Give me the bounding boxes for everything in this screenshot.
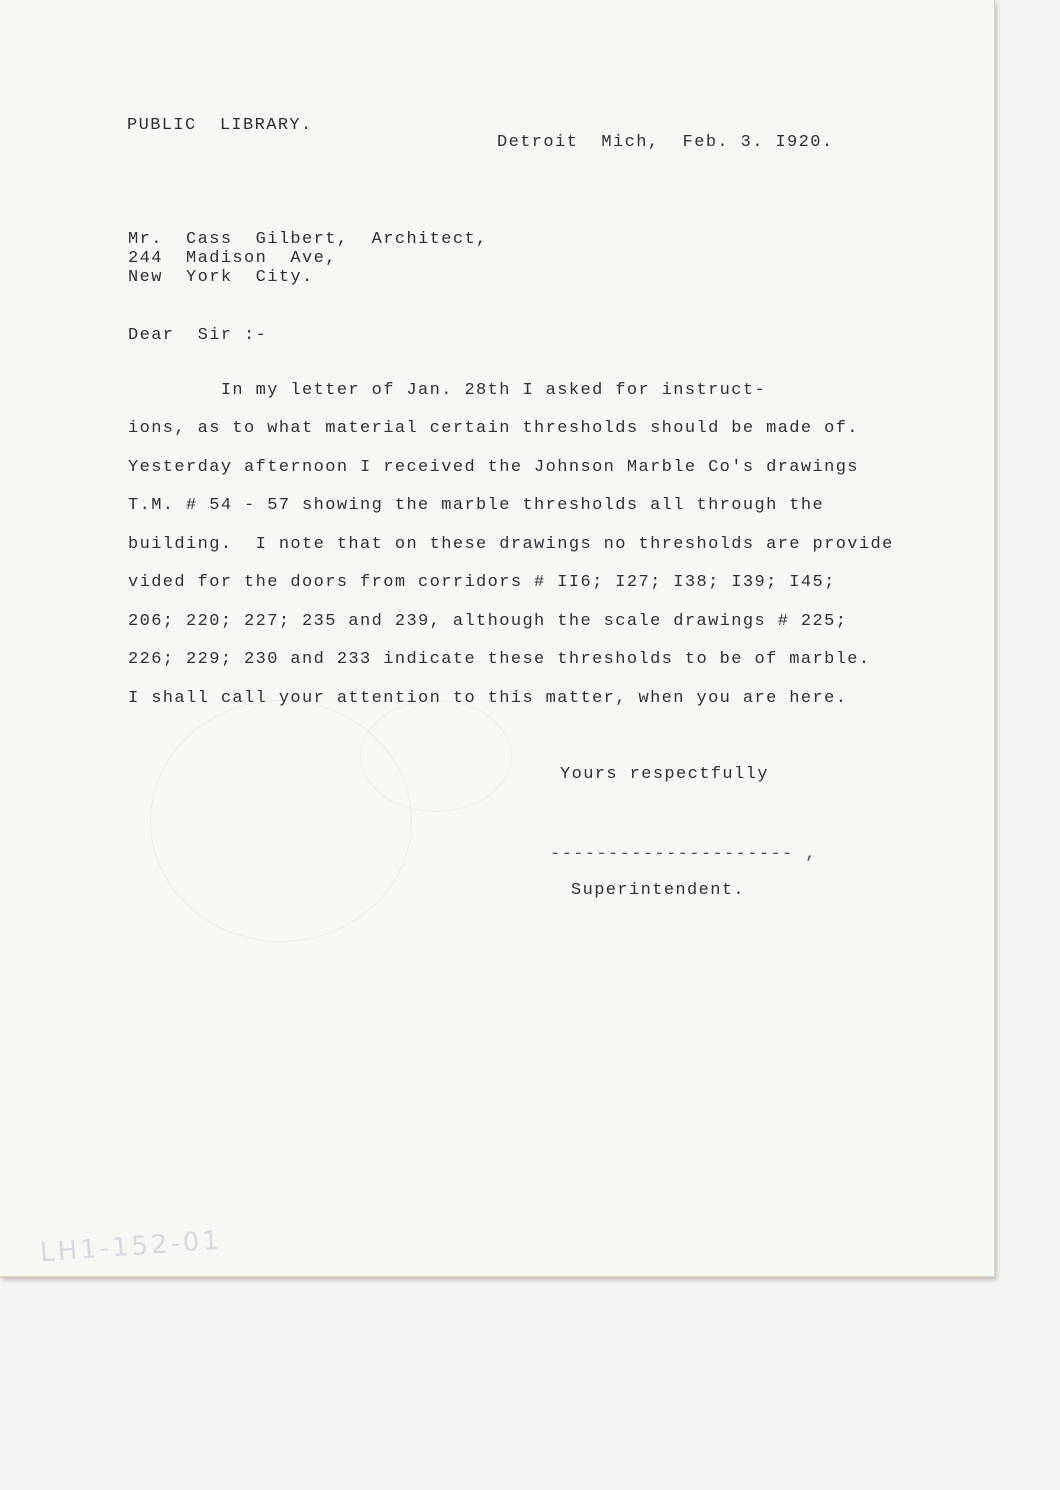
recipient-street: 244 Madison Ave, (128, 249, 337, 268)
body-line: building. I note that on these drawings no thresholds are provide (128, 535, 894, 554)
body-line: 226; 229; 230 and 233 indicate these thresholds to be of marble. (128, 650, 871, 669)
recipient-name: Mr. Cass Gilbert, Architect, (128, 230, 488, 249)
letterhead-org: PUBLIC LIBRARY. (127, 116, 313, 135)
archive-stamp: LH1-152-01 (39, 1225, 223, 1269)
body-line: vided for the doors from corridors # II6; I27; I38; I39; I45; (128, 573, 836, 592)
closing: Yours respectfully (560, 765, 769, 784)
stain-mark (360, 700, 512, 812)
body-line: T.M. # 54 - 57 showing the marble thresholds all through the (128, 496, 825, 515)
body-line: ions, as to what material certain thresholds should be made of. (128, 419, 859, 438)
signature-line: --------------------- , (550, 845, 817, 864)
signature-title: Superintendent. (571, 881, 746, 900)
body-line: In my letter of Jan. 28th I asked for instruct- (128, 381, 767, 400)
body-line: Yesterday afternoon I received the Johnson Marble Co's drawings (128, 458, 859, 477)
salutation: Dear Sir :- (128, 326, 268, 345)
recipient-city: New York City. (128, 268, 314, 287)
place-and-date: Detroit Mich, Feb. 3. I920. (497, 133, 834, 152)
body-line: 206; 220; 227; 235 and 239, although the scale drawings # 225; (128, 612, 848, 631)
body-line: I shall call your attention to this matter, when you are here. (128, 689, 848, 708)
